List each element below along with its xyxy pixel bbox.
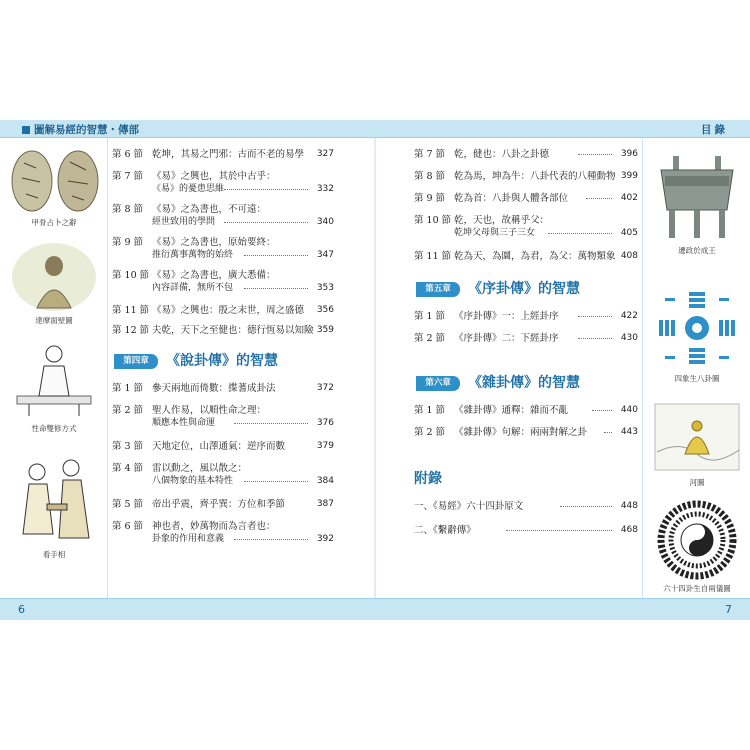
section-number: 第 8 節 [414,171,446,182]
entry-title: 參天兩地而倚數：揲蓍成卦法 [152,383,276,394]
page-number: 384 [316,476,334,486]
page-number: 468 [620,525,638,535]
entry-title: 《易》之為書也，原始要終： [152,237,276,248]
entry-title: 《雜卦傳》句解：兩兩對解之卦 [454,427,588,438]
bronze-ding-icon [651,152,743,242]
section-number: 第 2 節 [414,333,446,344]
entry-subtitle: 八個物象的基本特性 [152,476,234,486]
page-number: 379 [316,441,334,451]
page-number: 430 [620,333,638,343]
figure-caption: 性命雙修方式 [31,424,77,433]
page-number: 392 [316,534,334,544]
palm-reading-icon [9,454,99,546]
chapter-badge: 第六章 [416,376,460,391]
leader-dots [224,189,308,190]
page-number: 387 [316,499,334,509]
appendix-heading: 附錄 [414,471,442,487]
river-chart-icon [651,400,743,474]
page-number: 396 [620,149,638,159]
entry-title: 乾為馬，坤為牛：八卦代表的八種動物 [454,171,616,182]
figure-caption: 六十四卦生自兩儀圖 [663,584,731,593]
entry-title: 《易》之為書也，不可遠： [152,204,267,215]
section-number: 第 8 節 [112,204,144,215]
section-number: 第 4 節 [112,463,144,474]
section-number: 第 2 節 [414,427,446,438]
oracle-bone-icon [6,148,102,214]
figure-bronze-ding [643,152,750,256]
figure-bodhidharma [0,242,108,326]
page-number: 440 [620,405,638,415]
entry-title: 聖人作易，以順性命之理： [152,405,267,416]
book-spread [0,120,750,630]
chapter-heading-4[interactable] [112,350,334,372]
page-number: 356 [316,305,334,315]
entry-title: 一、《易經》六十四卦原文 [414,501,524,512]
entry-title: 《雜卦傳》通釋：雜而不亂 [454,405,569,416]
section-number: 第 2 節 [112,405,144,416]
page-number: 332 [316,184,334,194]
page-number-left: 6 [18,603,25,616]
page-number: 422 [620,311,638,321]
figure-caption: 甲骨占卜之辭 [31,218,77,227]
section-number: 第 11 節 [112,305,150,316]
entry-title: 《序卦傳》二：下經卦序 [454,333,559,344]
entry-subtitle: 推衍萬事萬物的始終 [152,250,234,260]
section-number: 第 9 節 [414,193,446,204]
page-number: 405 [620,228,638,238]
leader-dots [578,154,612,155]
page-number: 353 [316,283,334,293]
leader-dots [592,410,612,411]
figure-caption: 四象生八卦圖 [674,374,720,383]
entry-title: 乾，天也，故稱乎父： [454,215,550,226]
figure-river-chart [643,400,750,488]
section-number: 第 5 節 [112,499,144,510]
section-number: 第 12 節 [112,325,150,336]
entry-title: 《序卦傳》一：上經卦序 [454,311,559,322]
page-number: 359 [316,325,334,335]
section-number: 第 1 節 [414,405,446,416]
page-number: 372 [316,383,334,393]
leader-dots [578,338,612,339]
section-number: 第 6 節 [112,521,144,532]
section-number: 第 3 節 [112,441,144,452]
header-band [0,120,750,138]
right-illustration-column [642,138,750,598]
figure-oracle-bone [0,148,108,228]
entry-title: 《易》之為書也，廣大悉備： [152,270,276,281]
entry-subtitle: 乾坤父母與三子三女 [454,228,536,238]
footer-band [0,598,750,620]
figure-palm-reading [0,454,108,560]
chapter-badge: 第五章 [416,282,460,297]
page-number: 327 [316,149,334,159]
entry-title: 夫乾，天下之至健也：德行恆易以知險 [152,325,314,336]
leader-dots [560,506,612,507]
entry-title: 雷以動之，風以散之： [152,463,248,474]
page-number: 340 [316,217,334,227]
book-title: 圖解易經的智慧・傳部 [22,122,139,137]
chapter-badge: 第四章 [114,354,158,369]
entry-title: 二、《繫辭傳》 [414,525,476,536]
leader-dots [506,530,612,531]
leader-dots [244,481,308,482]
page-number: 402 [620,193,638,203]
section-number: 第 11 節 [414,251,452,262]
entry-subtitle: 《易》的憂患思維 [152,184,225,194]
entry-title: 乾坤，其易之門邪：古而不老的易學 [152,149,305,160]
entry-title: 天地定位，山澤通氣：逆序而數 [152,441,286,452]
page-number: 443 [620,427,638,437]
leader-dots [234,539,308,540]
entry-title: 乾，健也：八卦之卦德 [454,149,550,160]
section-number: 第 1 節 [112,383,144,394]
entry-subtitle: 順應本性與命運 [152,418,216,428]
section-title: 目錄 [701,124,728,136]
section-number: 第 6 節 [112,149,144,160]
page-number: 376 [316,418,334,428]
leader-dots [244,255,308,256]
figure-caption: 遷政於成王 [678,246,716,255]
entry-title: 帝出乎震，齊乎巽：方位和季節 [152,499,286,510]
chapter-title: 《說卦傳》的智慧 [166,353,278,369]
leader-dots [234,423,308,424]
section-number: 第 7 節 [414,149,446,160]
section-number: 第 7 節 [112,171,144,182]
page-number: 399 [620,171,638,181]
page-number: 347 [316,250,334,260]
section-number: 第 10 節 [112,270,150,281]
bodhidharma-icon [9,242,99,312]
entry-title: 《易》之興也：殷之末世，周之盛德 [152,305,305,316]
entry-title: 《易》之興也，其於中古乎： [152,171,276,182]
figure-caption: 河圖 [689,478,705,487]
leader-dots [604,432,612,433]
leader-dots [578,316,612,317]
section-number: 第 10 節 [414,215,452,226]
leader-dots [224,222,308,223]
cultivation-icon [9,340,99,420]
entry-title: 乾為天，為圜，為君，為父：萬物類象 [454,251,616,262]
chapter-heading-6[interactable] [414,372,638,394]
page-number: 448 [620,501,638,511]
figure-caption: 達摩面壁圖 [35,316,73,325]
left-illustration-column [0,138,108,598]
figure-cultivation [0,340,108,434]
figure-bagua [643,286,750,384]
entry-title: 神也者，妙萬物而為言者也： [152,521,276,532]
chapter-title: 《雜卦傳》的智慧 [468,375,580,391]
chapter-heading-5[interactable] [414,278,638,300]
hexagram-circle-icon [651,500,743,580]
leader-dots [586,198,612,199]
section-number: 第 9 節 [112,237,144,248]
entry-subtitle: 經世致用的學問 [152,217,216,227]
entry-subtitle: 內容詳備，無所不包 [152,283,234,293]
leader-dots [548,233,612,234]
entry-subtitle: 卦象的作用和意義 [152,534,225,544]
bagua-diagram-icon [651,286,743,370]
figure-hexagram-circle [643,500,750,594]
chapter-title: 《序卦傳》的智慧 [468,281,580,297]
page-number: 408 [620,251,638,261]
leader-dots [244,288,308,289]
section-number: 第 1 節 [414,311,446,322]
figure-caption: 看手相 [42,550,66,559]
entry-title: 乾為首：八卦與人體各部位 [454,193,569,204]
page-number-right: 7 [725,603,732,616]
page-gutter [374,138,376,598]
